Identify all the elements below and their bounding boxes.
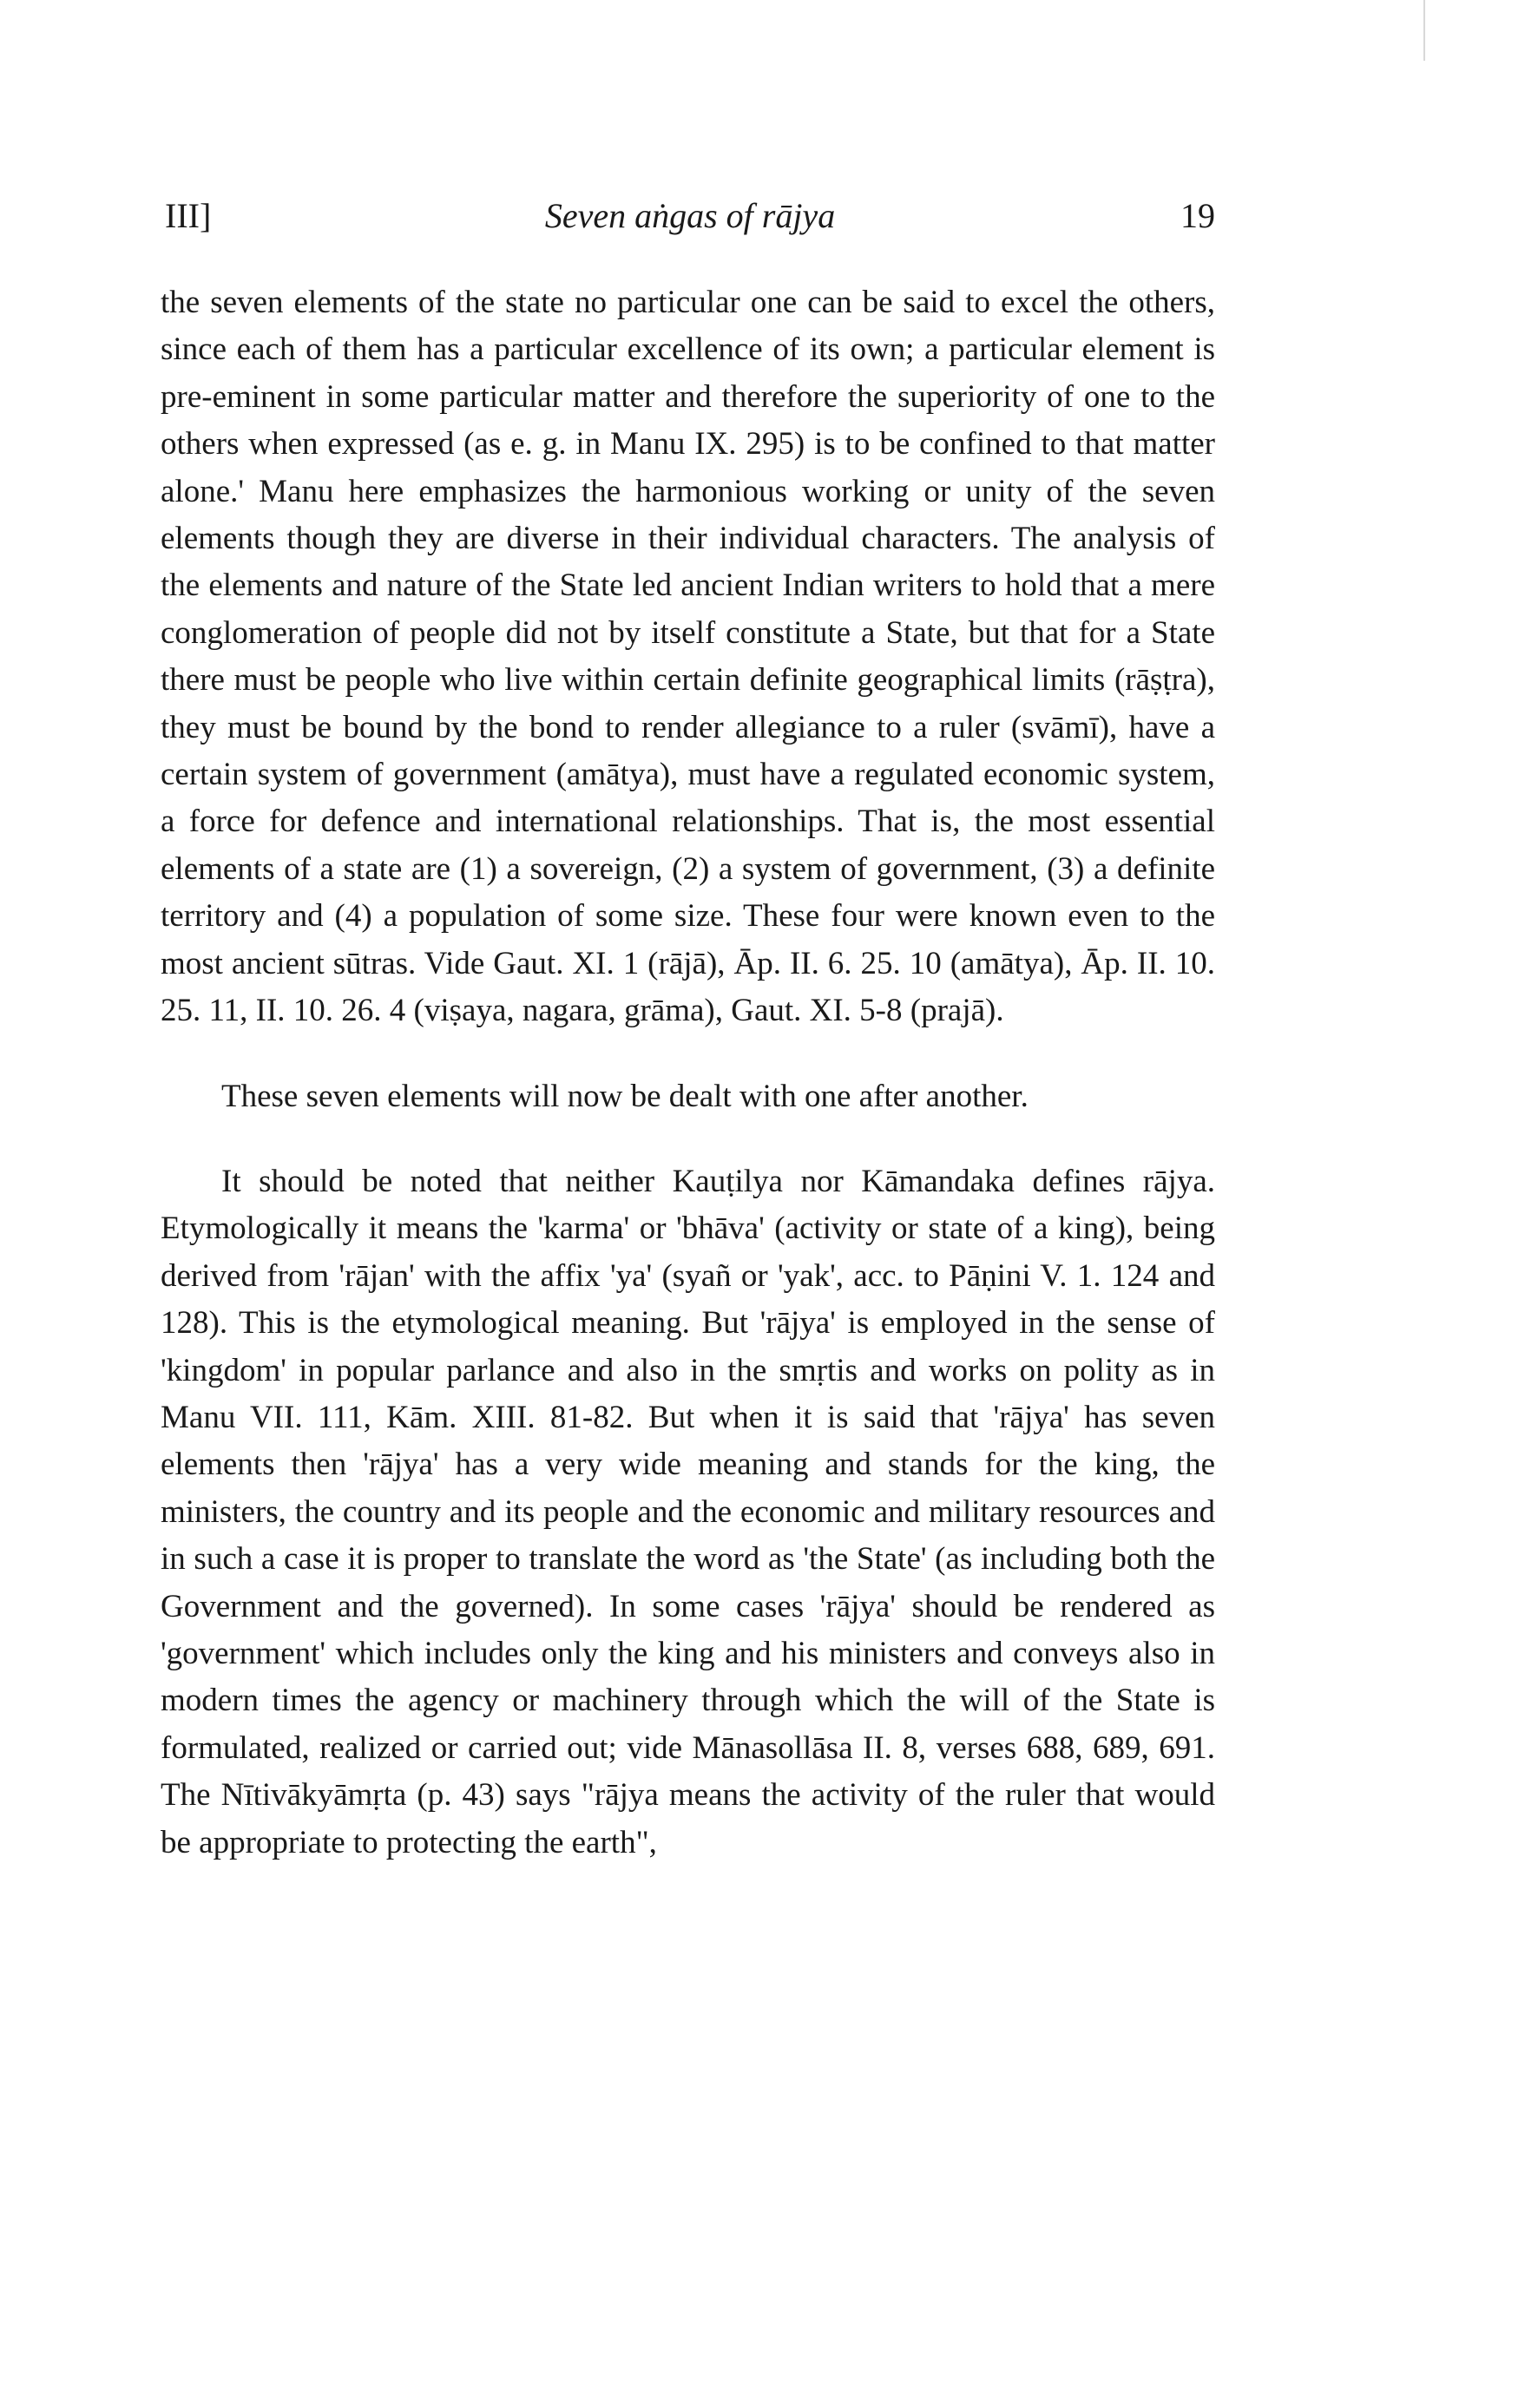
chapter-section-number: III] — [165, 196, 212, 235]
scan-edge-mark — [1423, 0, 1425, 61]
paragraph-transition: These seven elements will now be dealt with one after another. — [221, 1078, 1029, 1114]
paragraph-seven-elements: the seven elements of the state no particular one can be said to excel the others, since each of them has a particular excellence of its own; a particular element is pre-eminent in some particular matter and therefore the superiority of one to the others when expressed (as e. g. in Manu IX. 295) is to be confined to that matter alone.' Manu here emphasizes the harmonious working or unity of the seven elements though they are diverse in their individual characters. The analysis of the elements and nature of the State led ancient Indian writers to hold that a mere conglomeration of people did not by itself constitute a State, but that for a State there must be people who live within certain definite geographical limits (rāṣṭra), they must be bound by the bond to render allegiance to a ruler (svāmī), have a certain system of government (amātya), must have a regulated economic system, a force for defence and international relationships. That is, the most essential elements of a state are (1) a sovereign, (2) a system of government, (3) a definite territory and (4) a population of some size. These four were known even to the most ancient sūtras. Vide Gaut. XI. 1 (rājā), Āp. II. 6. 25. 10 (amātya), Āp. II. 10. 25. 11, II. 10. 26. 4 (viṣaya, nagara, grāma), Gaut. XI. 5-8 (prajā). — [161, 285, 1215, 1029]
body-text — [161, 279, 1215, 1867]
page-number: 19 — [1180, 196, 1215, 235]
running-title: Seven aṅgas of rājya — [544, 196, 836, 235]
running-header — [165, 195, 1215, 247]
paragraph-rajya-definition: It should be noted that neither Kauṭilya nor Kāmandaka defines rājya. Etymologically it means the 'karma' or 'bhāva' (activity or state of a king), being derived from 'rājan' with the affix 'ya' (syañ or 'yak', acc. to Pāṇini V. 1. 124 and 128). This is the etymological meaning. But 'rājya' is employed in the sense of 'kingdom' in popular parlance and also in the smṛtis and works on polity as in Manu VII. 111, Kām. XIII. 81-82. But when it is said that 'rājya' has seven elements then 'rājya' has a very wide meaning and stands for the king, the ministers, the country and its people and the economic and military resources and in such a case it is proper to translate the word as 'the State' (as including both the Government and the governed). In some cases 'rājya' should be rendered as 'government' which includes only the king and his ministers and conveys also in modern times the agency or machinery through which the will of the State is formulated, realized or carried out; vide Mānasollāsa II. 8, verses 688, 689, 691. The Nītivākyāmṛta (p. 43) says "rājya means the activity of the ruler that would be appropriate to protecting the earth", — [161, 1163, 1215, 1860]
